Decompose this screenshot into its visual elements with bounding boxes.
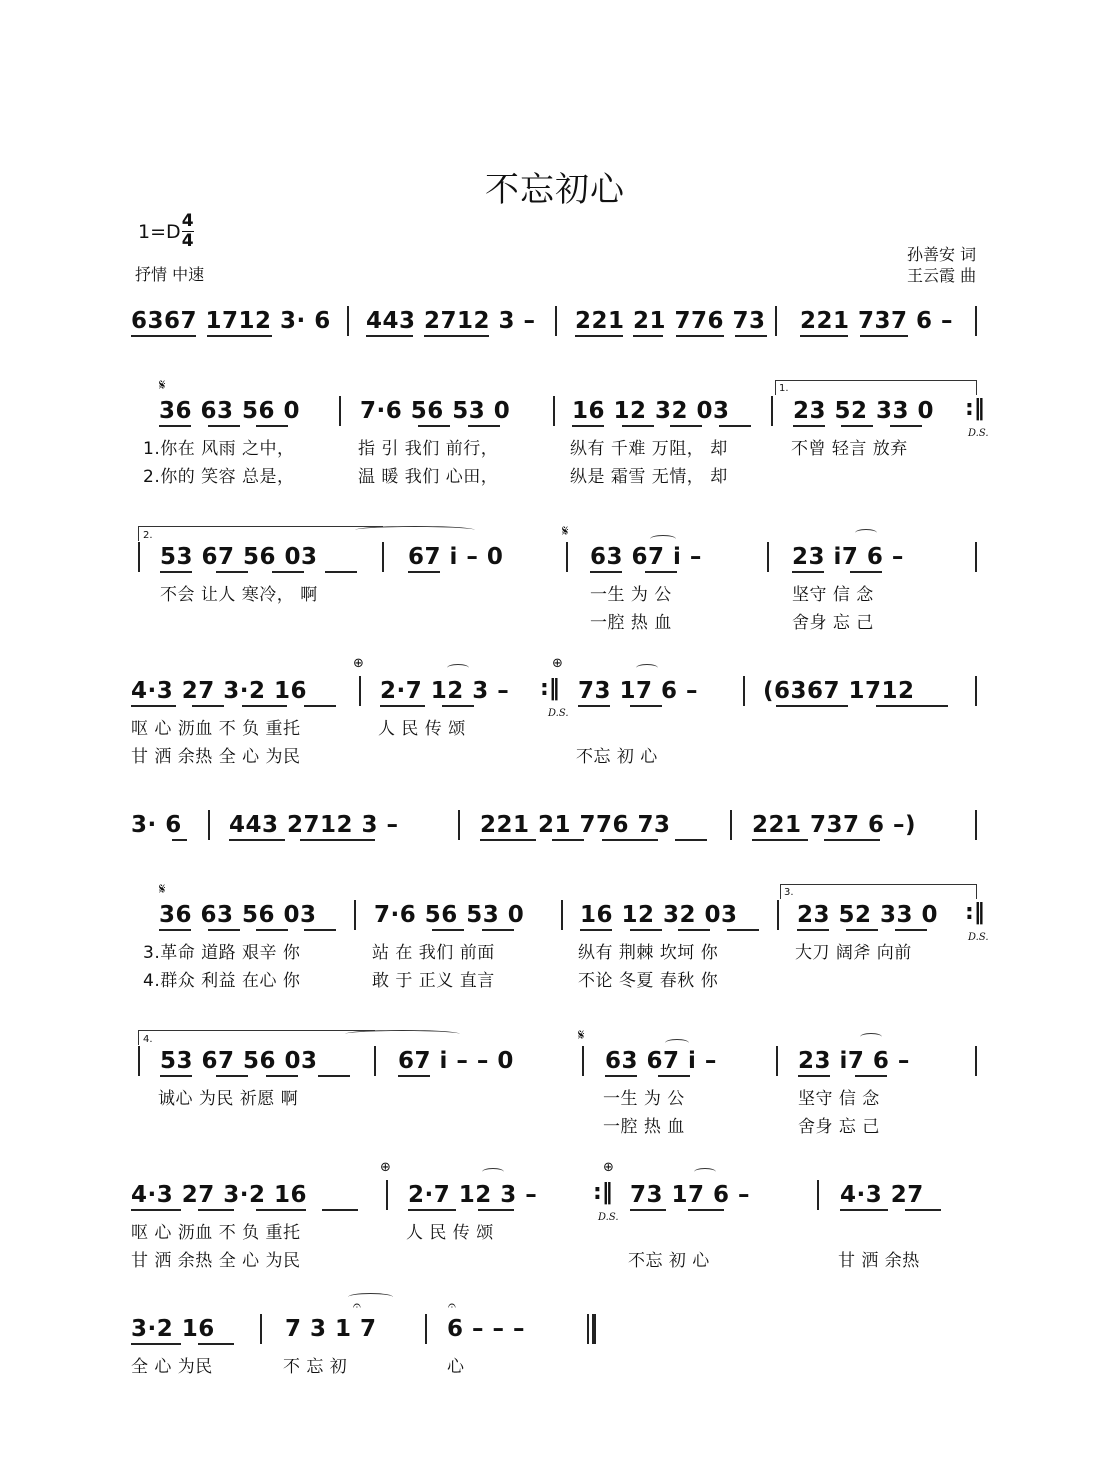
beam	[719, 425, 751, 427]
beam	[890, 425, 922, 427]
barline	[775, 306, 777, 336]
beam	[630, 705, 662, 707]
beam	[850, 571, 882, 573]
measure-notes: 443 2712 3 –	[229, 812, 399, 838]
measure-notes: 4·3 27 3·2 16	[131, 678, 308, 704]
lyric-line-2: 4.群众 利益 在心 你	[143, 971, 301, 991]
beam	[408, 1209, 456, 1211]
beam	[256, 1209, 306, 1211]
beam	[198, 1209, 234, 1211]
beam	[300, 839, 375, 841]
tie	[650, 535, 676, 543]
beam	[442, 705, 474, 707]
barline	[374, 1046, 376, 1076]
volta-number: 3.	[784, 887, 794, 898]
measure-notes: 23 52 33 0	[797, 902, 939, 928]
beam	[727, 929, 759, 931]
barline	[382, 542, 384, 572]
beam	[824, 839, 880, 841]
segno-sign: 𝄋	[578, 1026, 585, 1044]
lyric-line-1: 1.你在 风雨 之中，	[143, 439, 295, 459]
lyric-line-1: 坚守 信 念	[798, 1089, 880, 1109]
beam	[192, 705, 224, 707]
lyric-line-1: 一生 为 公	[603, 1089, 685, 1109]
barline	[138, 1046, 140, 1076]
slur	[355, 526, 475, 534]
measure-notes: 221 21 776 73	[480, 812, 671, 838]
lyric-line-1: 指 引 我们 前行，	[358, 439, 499, 459]
barline	[561, 900, 563, 930]
lyric-line-1: 坚守 信 念	[792, 585, 874, 605]
song-title: 不忘初心	[485, 170, 625, 210]
lyric-line-1: 人 民 传 颂	[378, 719, 466, 739]
volta-bracket	[780, 884, 977, 899]
measure-notes: 67 i – – 0	[398, 1048, 514, 1074]
beam	[318, 1075, 350, 1077]
beam	[675, 839, 707, 841]
beam	[480, 839, 536, 841]
barline	[975, 810, 977, 840]
volta-bracket	[138, 526, 383, 541]
beam	[552, 839, 584, 841]
barline	[743, 676, 745, 706]
measure-notes: 3·2 16	[131, 1316, 215, 1342]
tie	[855, 529, 877, 537]
measure-notes: 36 63 56 0	[159, 398, 301, 424]
measure-notes: 7 3 1 7	[285, 1316, 377, 1342]
measure-notes: 67 i – 0	[408, 544, 504, 570]
tie	[694, 1168, 716, 1176]
beam	[798, 1075, 830, 1077]
lyric-line-1: 不 忘 初	[283, 1357, 348, 1377]
beam	[172, 839, 187, 841]
volta-number: 2.	[143, 530, 153, 541]
beam	[304, 705, 336, 707]
lyric-line-1: 呕 心 沥血 不 负 重托	[131, 1223, 301, 1243]
beam	[580, 929, 612, 931]
lyric-line-1: 全 心 为民	[131, 1357, 213, 1377]
coda-sign: ⊕	[552, 656, 563, 671]
beam	[605, 1075, 637, 1077]
measure-notes: 2·7 12 3 –	[408, 1182, 538, 1208]
measure-notes: 23 i7 6 –	[792, 544, 904, 570]
beam	[229, 839, 285, 841]
beam	[905, 1209, 941, 1211]
key-label: 1=D	[138, 220, 181, 243]
beam	[366, 335, 413, 337]
lyric-line-1: 不曾 轻言 放弃	[791, 439, 908, 459]
measure-notes: 23 52 33 0	[793, 398, 935, 424]
beam	[266, 1075, 298, 1077]
repeat-end-sign: :‖	[965, 900, 985, 925]
lyric-line-1: 纵有 荆棘 坎坷 你	[578, 943, 719, 963]
ds-marking: D.S.	[598, 1212, 619, 1223]
beam	[322, 1209, 358, 1211]
barline	[582, 1046, 584, 1076]
beam	[160, 1075, 192, 1077]
beam	[895, 929, 927, 931]
barline	[386, 1180, 388, 1210]
barline	[817, 1180, 819, 1210]
beam	[630, 1209, 666, 1211]
beam	[216, 1075, 248, 1077]
coda-sign: ⊕	[380, 1160, 391, 1175]
lyric-line-2: 不忘 初 心	[576, 747, 658, 767]
measure-notes: 16 12 32 03	[572, 398, 730, 424]
beam	[159, 929, 191, 931]
beam	[272, 571, 304, 573]
beam	[482, 929, 514, 931]
beam	[325, 571, 357, 573]
measure-notes: 3· 6	[131, 812, 182, 838]
beam	[478, 1209, 514, 1211]
barline	[777, 900, 779, 930]
beam	[432, 929, 464, 931]
final-barline-thick	[592, 1314, 596, 1344]
measure-notes: 63 67 i –	[590, 544, 702, 570]
beam	[575, 335, 623, 337]
beam	[572, 425, 604, 427]
barline	[776, 1046, 778, 1076]
measure-notes: 6367 1712 3· 6	[131, 308, 331, 334]
barline	[208, 810, 210, 840]
barline	[730, 810, 732, 840]
barline	[771, 396, 773, 426]
beam	[622, 425, 654, 427]
tie	[860, 1033, 882, 1041]
barline	[555, 306, 557, 336]
lyric-line-2: 敢 于 正义 直言	[372, 971, 495, 991]
beam	[645, 571, 677, 573]
barline	[425, 1314, 427, 1344]
lyricist-credit: 孙善安 词	[907, 245, 977, 264]
beam	[846, 929, 878, 931]
measure-notes: 73 17 6 –	[578, 678, 699, 704]
segno-sign: 𝄋	[562, 522, 569, 540]
measure-notes: 36 63 56 03	[159, 902, 317, 928]
lyric-line-1: 3.革命 道路 艰辛 你	[143, 943, 301, 963]
measure-notes: 53 67 56 03	[160, 544, 318, 570]
beam	[735, 335, 767, 337]
beam	[855, 1075, 887, 1077]
barline	[975, 306, 977, 336]
barline	[553, 396, 555, 426]
beam	[800, 335, 848, 337]
measure-notes: 4·3 27 3·2 16	[131, 1182, 308, 1208]
segno-sign: 𝄋	[159, 880, 166, 898]
lyric-line-2: 一腔 热 血	[590, 613, 672, 633]
beam	[670, 425, 702, 427]
coda-sign: ⊕	[353, 656, 364, 671]
beam	[752, 839, 808, 841]
tie	[482, 1168, 504, 1176]
tie	[636, 664, 658, 672]
beam	[198, 1343, 234, 1345]
measure-notes: 2·7 12 3 –	[380, 678, 510, 704]
beam	[208, 929, 240, 931]
beam	[208, 425, 240, 427]
barline	[975, 676, 977, 706]
beam	[678, 929, 710, 931]
key-signature	[138, 212, 194, 251]
barline	[975, 1046, 977, 1076]
beam	[418, 425, 450, 427]
beam	[256, 425, 288, 427]
measure-notes: 6 – – –	[447, 1316, 526, 1342]
beam	[578, 705, 610, 707]
beam	[630, 929, 662, 931]
beam	[207, 335, 272, 337]
lyric-line-1: 诚心 为民 祈愿 啊	[158, 1089, 299, 1109]
beam	[380, 705, 425, 707]
lyric-line-1: 纵有 千难 万阻， 却	[570, 439, 728, 459]
ds-marking: D.S.	[548, 708, 569, 719]
beam	[793, 425, 825, 427]
lyric-line-1: 一生 为 公	[590, 585, 672, 605]
fermata-icon: 𝄐	[448, 1298, 456, 1314]
beam	[131, 1343, 181, 1345]
measure-notes: 4·3 27	[840, 1182, 924, 1208]
lyric-line-2: 不忘 初 心	[628, 1251, 710, 1271]
beam	[840, 1209, 888, 1211]
lyric-line-2: 舍身 忘 己	[792, 613, 874, 633]
ds-marking: D.S.	[968, 932, 989, 943]
lyric-line-2: 甘 洒 余热 全 心 为民	[131, 747, 301, 767]
beam	[131, 705, 176, 707]
time-signature: $\frac{4}{4}$	[181, 211, 194, 251]
beam	[131, 335, 196, 337]
beam	[792, 571, 824, 573]
lyric-line-1: 人 民 传 颂	[406, 1223, 494, 1243]
tie	[665, 1039, 689, 1047]
barline	[359, 676, 361, 706]
beam	[424, 335, 489, 337]
measure-notes: 7·6 56 53 0	[360, 398, 511, 424]
measure-notes: 443 2712 3 –	[366, 308, 536, 334]
lyric-line-1: 呕 心 沥血 不 负 重托	[131, 719, 301, 739]
measure-notes: 7·6 56 53 0	[374, 902, 525, 928]
volta-bracket	[775, 380, 977, 395]
beam	[841, 425, 873, 427]
lyric-line-1: 不会 让人 寒冷， 啊	[160, 585, 318, 605]
barline	[138, 542, 140, 572]
repeat-end-sign: :‖	[540, 676, 560, 701]
barline	[260, 1314, 262, 1344]
volta-number: 1.	[779, 383, 789, 394]
lyric-line-2: 温 暖 我们 心田，	[358, 467, 499, 487]
measure-notes: 63 67 i –	[605, 1048, 717, 1074]
beam	[242, 705, 287, 707]
measure-notes: (6367 1712	[763, 678, 915, 704]
repeat-end-sign: :‖	[965, 396, 985, 421]
beam	[602, 839, 658, 841]
barline	[354, 900, 356, 930]
barline	[566, 542, 568, 572]
barline	[458, 810, 460, 840]
beam	[159, 425, 191, 427]
barline	[767, 542, 769, 572]
beam	[876, 705, 948, 707]
composer-credit: 王云霞 曲	[907, 266, 977, 285]
beam	[304, 929, 336, 931]
lyric-line-2: 纵是 霜雪 无情， 却	[570, 467, 728, 487]
beam	[408, 571, 440, 573]
beam	[131, 1209, 181, 1211]
fermata-icon: 𝄐	[353, 1298, 361, 1314]
lyric-line-2: 甘 洒 余热	[838, 1251, 920, 1271]
lyric-line-2: 不论 冬夏 春秋 你	[578, 971, 719, 991]
beam	[633, 335, 663, 337]
measure-notes: 221 737 6 –)	[752, 812, 917, 838]
ds-marking: D.S.	[968, 428, 989, 439]
final-barline-thin	[587, 1314, 589, 1344]
beam	[216, 571, 248, 573]
tempo-marking: 抒情 中速	[135, 265, 205, 284]
measure-notes: 16 12 32 03	[580, 902, 738, 928]
beam	[776, 705, 848, 707]
lyric-line-2: 一腔 热 血	[603, 1117, 685, 1137]
segno-sign: 𝄋	[159, 376, 166, 394]
barline	[347, 306, 349, 336]
repeat-end-sign: :‖	[593, 1180, 613, 1205]
measure-notes: 23 i7 6 –	[798, 1048, 910, 1074]
volta-bracket	[138, 1030, 375, 1045]
lyric-line-1: 站 在 我们 前面	[372, 943, 495, 963]
beam	[590, 571, 622, 573]
lyric-line-2: 舍身 忘 己	[798, 1117, 880, 1137]
beam	[398, 1075, 430, 1077]
beam	[658, 1075, 690, 1077]
barline	[975, 542, 977, 572]
lyric-line-1: 大刀 阔斧 向前	[795, 943, 912, 963]
barline	[339, 396, 341, 426]
beam	[797, 929, 829, 931]
slur	[345, 1030, 460, 1038]
tie	[447, 664, 469, 672]
coda-sign: ⊕	[603, 1160, 614, 1175]
beam	[688, 1209, 724, 1211]
measure-notes: 73 17 6 –	[630, 1182, 751, 1208]
volta-number: 4.	[143, 1034, 153, 1045]
measure-notes: 221 737 6 –	[800, 308, 954, 334]
beam	[860, 335, 908, 337]
beam	[468, 425, 500, 427]
measure-notes: 53 67 56 03	[160, 1048, 318, 1074]
measure-notes: 221 21 776 73	[575, 308, 766, 334]
lyric-line-1: 心	[447, 1357, 465, 1377]
beam	[256, 929, 288, 931]
beam	[160, 571, 192, 573]
beam	[676, 335, 724, 337]
lyric-line-2: 甘 洒 余热 全 心 为民	[131, 1251, 301, 1271]
lyric-line-2: 2.你的 笑容 总是，	[143, 467, 295, 487]
